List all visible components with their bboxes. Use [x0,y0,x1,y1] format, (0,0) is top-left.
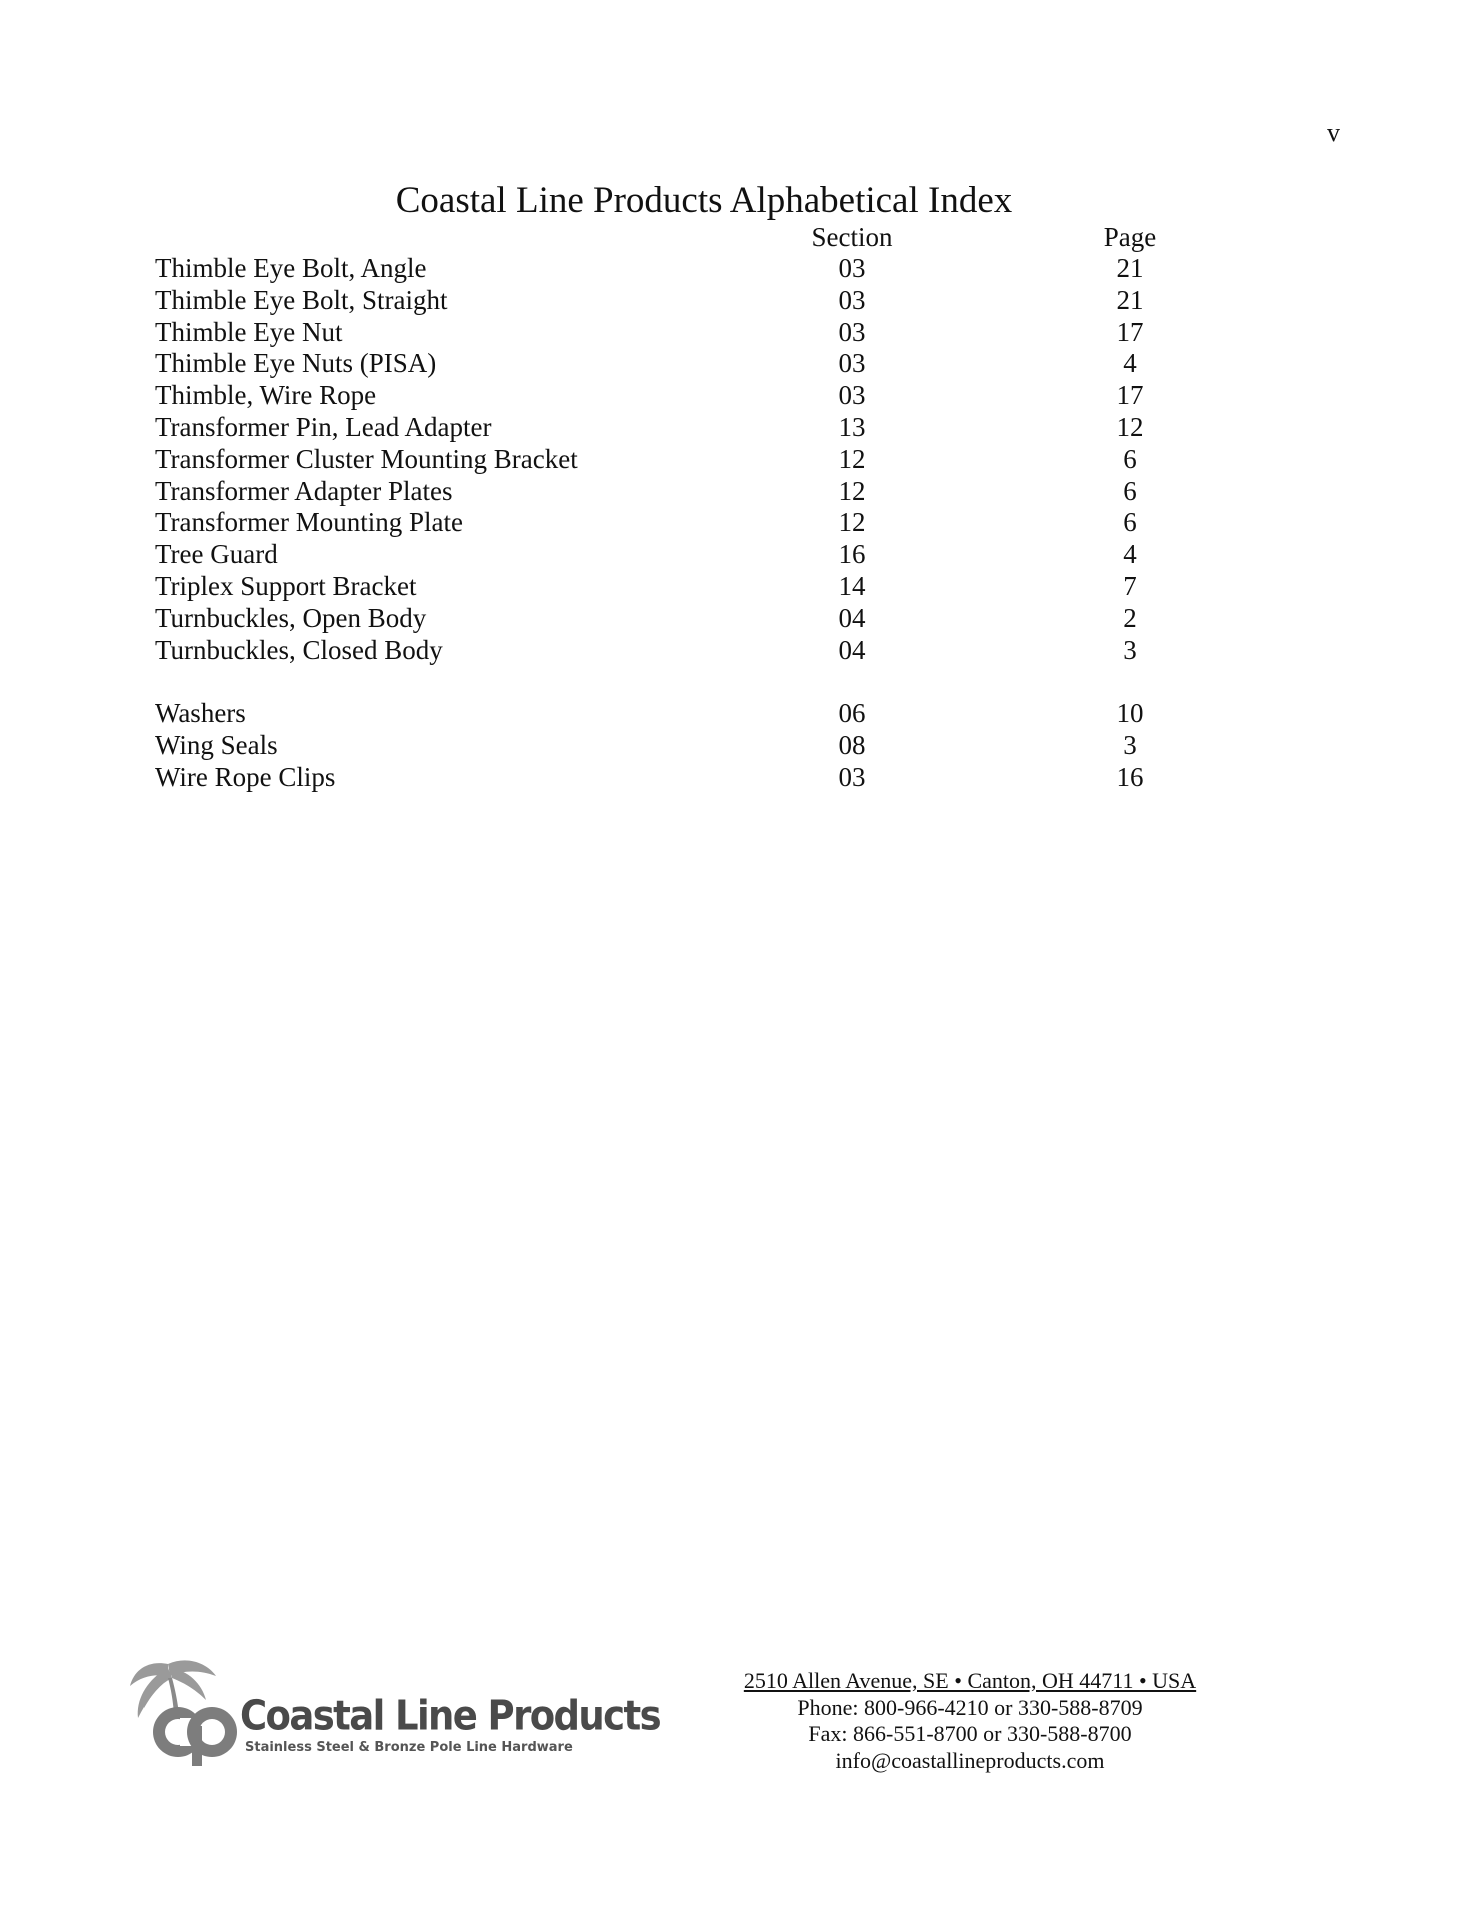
entry-section: 04 [838,634,866,665]
entry-section: 16 [838,539,866,570]
entry-name: Turnbuckles, Closed Body [155,634,443,665]
entry-name: Thimble, Wire Rope [155,380,377,411]
entry-section: 12 [838,507,866,538]
contact-block [700,1668,1240,1774]
index-row [155,317,1255,349]
entry-name: Transformer Pin, Lead Adapter [155,411,492,442]
index-row [155,539,1255,571]
entry-name: Wing Seals [155,729,278,760]
entry-page: 4 [1123,539,1137,570]
entry-section: 14 [838,570,866,601]
company-email: info@coastallineproducts.com [835,1747,1105,1773]
entry-section: 03 [838,380,866,411]
entry-page: 10 [1116,698,1144,729]
entry-page: 3 [1123,729,1137,760]
entry-page: 3 [1123,634,1137,665]
section-column-header: Section [811,222,893,252]
palm-tree-icon [128,1656,248,1768]
index-list [155,253,1255,794]
company-address: 2510 Allen Avenue, SE • Canton, OH 44711 • USA [743,1668,1197,1693]
entry-page: 21 [1116,253,1144,283]
index-row [155,603,1255,635]
entry-name: Thimble Eye Nuts (PISA) [155,348,437,379]
entry-name: Transformer Adapter Plates [155,475,453,506]
entry-section: 13 [838,411,866,442]
index-row [155,476,1255,508]
entry-page: 2 [1123,602,1137,633]
entry-name: Thimble Eye Nut [155,316,343,347]
index-row [155,571,1255,603]
logo-tagline: Stainless Steel & Bronze Pole Line Hardware [245,1740,573,1755]
entry-section: 04 [838,602,866,633]
entry-name: Wire Rope Clips [155,761,336,792]
entry-section: 03 [838,316,866,347]
entry-section: 12 [838,475,866,506]
entry-section: 06 [838,698,866,729]
entry-section: 03 [838,348,866,379]
page-title: Coastal Line Products Alphabetical Index [395,180,1013,221]
index-row [155,380,1255,412]
entry-section: 12 [838,443,866,474]
entry-name: Triplex Support Bracket [155,570,417,601]
index-row [155,507,1255,539]
entry-name: Tree Guard [155,539,278,570]
index-row [155,253,1255,285]
index-row [155,285,1255,317]
entry-page: 17 [1116,380,1144,411]
logo-brand-name: Coastal Line Products [240,1692,661,1740]
page-column-header: Page [1103,222,1157,252]
entry-section: 03 [838,253,866,283]
index-row [155,635,1255,667]
index-row [155,762,1255,794]
entry-page: 7 [1123,570,1137,601]
entry-page: 6 [1123,475,1137,506]
index-row [155,444,1255,476]
index-row [155,730,1255,762]
company-fax: Fax: 866-551-8700 or 330-588-8700 [808,1721,1132,1746]
entry-page: 6 [1123,443,1137,474]
page-number: v [1327,118,1340,147]
entry-name: Transformer Cluster Mounting Bracket [155,443,578,474]
entry-page: 6 [1123,507,1137,538]
entry-section: 03 [838,761,866,792]
entry-page: 21 [1116,284,1144,315]
entry-name: Thimble Eye Bolt, Angle [155,253,427,283]
entry-section: 03 [838,284,866,315]
entry-name: Washers [155,698,246,729]
entry-page: 17 [1116,316,1144,347]
entry-page: 12 [1116,411,1144,442]
entry-name: Turnbuckles, Open Body [155,602,427,633]
company-phone: Phone: 800-966-4210 or 330-588-8709 [797,1694,1143,1720]
entry-name: Transformer Mounting Plate [155,507,463,538]
entry-name: Thimble Eye Bolt, Straight [155,284,448,315]
entry-section: 08 [838,729,866,760]
index-row [155,348,1255,380]
index-row [155,412,1255,444]
company-logo [128,1656,661,1768]
index-row [155,698,1255,730]
entry-page: 4 [1123,348,1137,379]
entry-page: 16 [1116,761,1144,792]
